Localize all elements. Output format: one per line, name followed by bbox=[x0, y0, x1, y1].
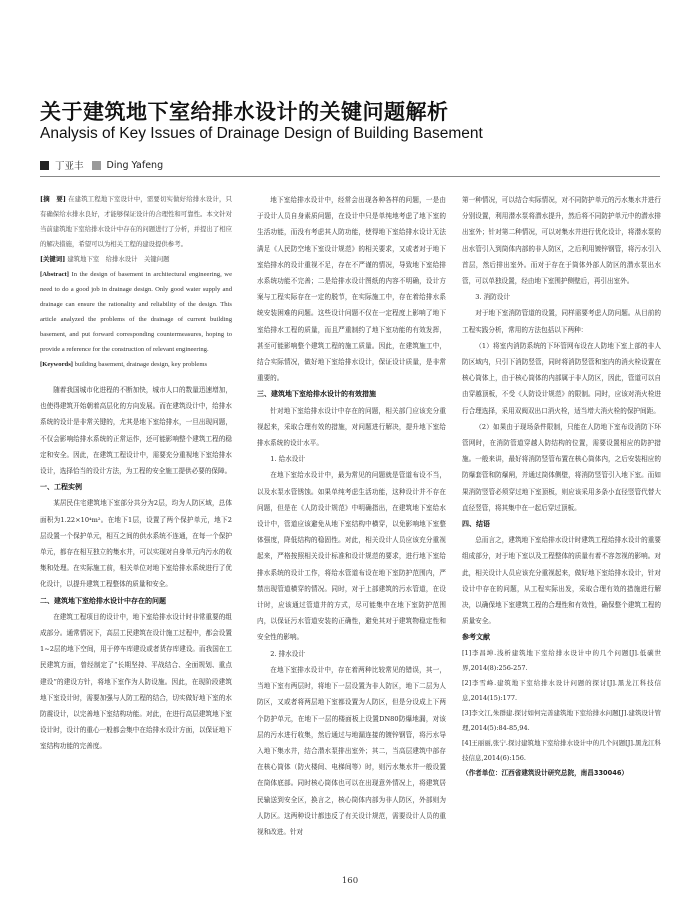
intro-paragraph: 随着我国城市化进程的不断加快，城市人口的数量迅速增加，也使得建筑开始朝着高层化的方向发展。而在建筑设计中，给排水系统的设计是非常关键的，尤其是地下室给排水，一旦出现问题，不仅会影响给排水系统的正常运作，还可能影响整个建筑工程的稳定和安全。因此，在建筑工程设计中，需要充分重视地下室给排水设计，选择恰当的设计方法，为工程的安全施工提供必要的保障。 bbox=[40, 386, 232, 476]
keywords-en-text: building basement, drainage design, key problems bbox=[74, 361, 208, 368]
subsection-heading: 2. 排水设计 bbox=[270, 649, 305, 658]
author-chinese: 丁亚丰 bbox=[55, 161, 84, 172]
subsection-heading: 1. 给水设计 bbox=[270, 455, 305, 464]
column-2 bbox=[257, 192, 446, 840]
reference-item: [2]李雪峰.建筑地下室给排水设计问题的探讨[J].黑龙江科技信息,2014(15):177. bbox=[462, 678, 661, 702]
author-square-icon bbox=[40, 161, 49, 170]
column-1 bbox=[40, 192, 232, 755]
keywords-cn-text: 建筑地下室 给排水设计 关键问题 bbox=[67, 255, 170, 263]
body-paragraph: 在地下室给水设计中，最为常见的问题就是管道布设不当，以及水泵水管锈蚀。如果单纯考虑生活功能，这种设计并不存在问题，但是在《人防设计规范》中明确指出，在建筑地下室给水设计中，管道应该避免从地下室结构中横穿，以免影响地下室整体强度，降低结构的稳固性。对此，相关设计人员应该充分重视起来，严格按照相关设计标准和设计规范的要求，进行地下室给排水系统的设计工作，将给水管道布设在地下室防护范围内，严禁出现管道横穿的情况。同时，对于上部建筑的污水管道，在设计时，应该通过管道井的方式，尽可能集中在地下室防护范围内，以保证污水管道安装的正确性，避免其对于建筑物稳定性和安全性的影响。 bbox=[257, 471, 446, 642]
abstract-en bbox=[40, 267, 232, 357]
abstract-cn-label: [摘 要] bbox=[40, 195, 66, 203]
body-paragraph: 在地下室排水设计中，存在着两种比较常见的错误，其一，当地下室有两层时，将地下一层设置为非人防区，地下二层为人防区，又或者将两层地下室都设置为人防区，但是分设成上下两个防护单元，在地下一层的楼面板上设置DN80防爆地漏，对该层的污水进行收集，然后通过与地漏连接的镀锌钢管，将污水导入地下集水井，结合潜水泵排出室外；其二，当高层建筑中部存在核心筒体（防火楼间、电梯间等）时，则污水集水井一般设置在筒体底部。同时核心筒体也可以在出现意外情况上，将建筑居民输送到安全区，换言之，核心筒体内部为非人防区，外部则为人防区。这两种设计都违反了有关设计规范，需要设计人员的重视和改进。针对 bbox=[257, 665, 446, 836]
body-paragraph: 针对地下室给排水设计中存在的问题，相关部门应该充分重视起来，采取合理有效的措施，对问题进行解决，提升地下室给排水系统的设计水平。 bbox=[257, 406, 446, 448]
references-heading: 参考文献 bbox=[462, 633, 490, 642]
section-heading: 一、工程实例 bbox=[40, 483, 82, 492]
abstract-en-label: [Abstract] bbox=[40, 271, 69, 278]
keywords-cn bbox=[40, 252, 232, 267]
body-paragraph: 总而言之，建筑地下室给排水设计时建筑工程给排水设计的重要组成部分，对于地下室以及工程整体的质量有着不容忽视的影响。对此，相关设计人员应该充分重视起来，做好地下室给排水设计，针对设计中存在的问题，从工程实际出发，采取合理有效的措施进行解决，以确保地下室建筑工程的合理性和有效性，确保整个建筑工程的质量安全。 bbox=[462, 536, 661, 626]
reference-item: [4]王丽丽,张宁.探讨建筑地下室给排水设计中的几个问题[J].黑龙江科技信息,2014(6):156. bbox=[462, 738, 661, 762]
header-divider bbox=[40, 176, 660, 177]
section-heading: 四、结语 bbox=[462, 520, 490, 529]
subsection-heading: 3. 消防设计 bbox=[475, 293, 510, 302]
body-paragraph: 对于地下室消防管道的设置，同样需要考虑人防问题。从目前的工程实践分析，常用的方法包括以下两种： bbox=[462, 309, 661, 334]
body-paragraph: 第一种情况，可以结合实际情况，对不同防护单元的污水集水井进行分别设置，利用潜水泵将潜水提升，然后将不同防护单元中的潜水排出室外；针对第二种情况，可以对集水井进行优化设计，将潜水泵的出水管引入到筒体内部的非人防区，之后利用镀锌钢管，将污水引入首层，然后排出室外。而对于存在于筒体外部人防区的潜水泵出水管，可以单独设置，经由地下室围护侧壁后，再引出室外。 bbox=[462, 196, 661, 286]
column-3 bbox=[462, 192, 661, 781]
title-chinese: 关于建筑地下室给排水设计的关键问题解析 bbox=[40, 100, 449, 124]
page-number: 160 bbox=[341, 876, 359, 886]
abstract-en-text: In the design of basement in architectural engineering, we need to do a good job in drainage design. Only good water supply and drainage can ensure the rationality and reliability of the design. This article analyzed the problems of the drainage of current building basement, and put forward corresponding countermeasures, hoping to provide a reference for the construction of relevant engineering. bbox=[40, 271, 232, 353]
author-square-icon bbox=[92, 161, 101, 170]
section-heading: 三、建筑地下室给排水设计的有效措施 bbox=[257, 390, 376, 399]
keywords-en bbox=[40, 357, 232, 372]
reference-item: [1]李昌坤.浅析建筑地下室给排水设计中的几个问题[J].低碳世界,2014(8):256-257. bbox=[462, 648, 661, 672]
author-line bbox=[40, 158, 163, 172]
author-affiliation: （作者单位：江西省建筑设计研究总院，南昌330046） bbox=[462, 768, 628, 777]
body-paragraph: 在建筑工程项目的设计中，地下室给排水设计时非常重要的组成部分。通常情况下，高层工民建筑在设计施工过程中，都会设置1~2层的地下空间，用于停车库建设或者货存库建设。而我国在工民建筑方面，曾经制定了“长期坚持、平战结合、全面规划、重点建设”的建设方针，将地下室作为人防设施。因此，在现阶段建筑地下室设计时，需要加强与人防工程的结合，切实做好地下室的水防震设计，以完善地下室结构功能。对此，在进行高层建筑地下室设计时，设计的重心一般都会集中在给排水设计方面，以保证地下室结构功能的完善度。 bbox=[40, 612, 232, 751]
author-english: Ding Yafeng bbox=[106, 159, 164, 171]
keywords-cn-label: [关键词] bbox=[40, 255, 66, 263]
body-paragraph: 某居民住宅建筑地下室部分共分为2层，均为人防区域，总体面积为1.22×10⁴m²。在地下1层，设置了两个保护单元，地下2层设置一个保护单元，相互之间的供水系统不连通，在每一个保护单元，都存在相互独立的集水井，可以实现对自身单元内污水的收集和处理。在实际施工前，相关单位对地下室给排水系统进行了优化设计，以提升建筑工程整体的质量和安全。 bbox=[40, 499, 232, 589]
body-paragraph: （1）将室内消防系统的下环管网布设在人防地下室上部的非人防区域内，只引下消防竖管，同时将消防竖管和室内的消火栓设置在核心筒体上，由于核心筒体的内部属于非人防区，因此，管道可以自由穿越顶板，不受《人防设计规范》的限制。同时，应该对消火栓进行合理选择，采用双阀双出口消火栓，适当增大消火栓的保护间距。 bbox=[462, 341, 661, 415]
abstract-cn bbox=[40, 192, 232, 252]
abstract-cn-text: 在建筑工程地下室设计中，需要切实做好给排水设计，只有确保给水排水良好，才能够保证设计的合理性和可靠性。本文针对当前建筑地下室给排水设计中存在的问题进行了分析，并提出了相应的解决措施，希望可以为相关工程的建设提供参考。 bbox=[40, 195, 232, 248]
title-english: Analysis of Key Issues of Drainage Design of Building Basement bbox=[40, 125, 483, 142]
keywords-en-label: [Keywords] bbox=[40, 361, 73, 368]
body-paragraph: 地下室给排水设计中，经常会出现各种各样的问题，一是由于设计人员自身素质问题，在设计中只是单纯地考虑了地下室的生活功能，而没有考虑其人防功能，使得地下室给排水设计无法满足《人民防空地下室设计规范》的相关要求，又或者对于地下室给排水的设计重视不足，存在不严谨的情况，导致地下室给排水系统功能不完善；二是给排水设计图纸的内容不明确，设计方案与工程实际存在一定的脱节，在实际施工中，存在着给排水系统安装困难的问题。这些设计问题不仅在一定程度上影响了地下室给排水工程的质量，而且严重制约了地下室功能的有效发挥，甚至可能影响整个建筑工程的施工质量。因此，在建筑施工中，结合实际情况，做好地下室给排水设计，保证设计质量，是非常重要的。 bbox=[257, 196, 446, 383]
body-paragraph: （2）如果由于现场条件限制，只能在人防地下室布设消防下环管网时，在消防管道穿越人防结构的位置，需要设置相应的防护措施。一般来讲，最好将消防竖管布置在核心筒体内，之后安装相应的防爆套管和防爆闸，并通过筒体侧壁，将消防竖管引入地下室。而如果消防竖管必须穿过地下室顶板，则应该采用多条小直径竖管代替大直径竖管，将其集中在一起后穿过顶板。 bbox=[462, 422, 661, 512]
section-heading: 二、建筑地下室给排水设计中存在的问题 bbox=[40, 596, 166, 605]
reference-item: [3]李文江,朱群建.探讨如何完善建筑地下室给排水问题[J].建筑设计管理,2014(5):84-85,94. bbox=[462, 708, 661, 732]
